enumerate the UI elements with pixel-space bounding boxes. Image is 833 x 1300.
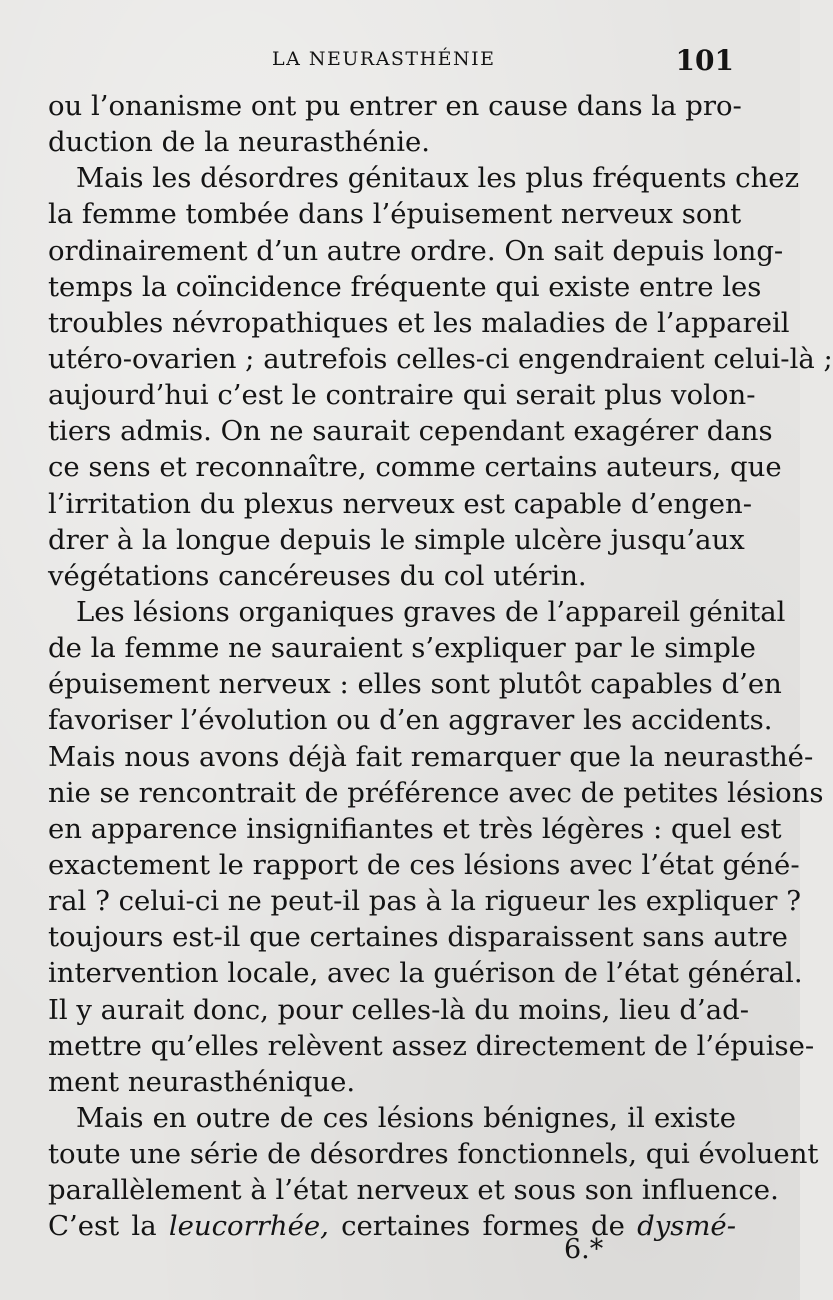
text-line: duction de la neurasthénie.	[48, 126, 431, 159]
text-line: mettre qu’elles relèvent assez directement de l’épuise-	[48, 1029, 815, 1062]
text-line: Mais les désordres génitaux les plus fréquents chez	[76, 162, 800, 195]
running-header	[0, 44, 800, 76]
text-line: toute une série de désordres fonctionnels, qui évoluent	[48, 1138, 819, 1171]
text-line: intervention locale, avec la guérison de l’état général.	[48, 957, 803, 990]
text-line: ce sens et reconnaître, comme certains auteurs, que	[48, 451, 782, 484]
text-line: ordinairement d’un autre ordre. On sait depuis long-	[48, 234, 784, 267]
italic-term-dysme: dysmé-	[637, 1210, 736, 1243]
text-fragment: C’est la	[48, 1210, 169, 1243]
running-title: LA NEURASTHÉNIE	[272, 48, 496, 70]
text-line-final	[48, 1208, 736, 1244]
text-line: Il y aurait donc, pour celles-là du moins, lieu d’ad-	[48, 993, 750, 1026]
text-line: tiers admis. On ne saurait cependant exagérer dans	[48, 415, 773, 448]
text-line: de la femme ne sauraient s’expliquer par le simple	[48, 632, 756, 665]
text-line: épuisement nerveux : elles sont plutôt capables d’en	[48, 668, 782, 701]
body-text	[48, 88, 833, 1245]
text-line: en apparence insignifiantes et très légères : quel est	[48, 812, 782, 845]
text-line: ral ? celui-ci ne peut-il pas à la rigueur les expliquer ?	[48, 885, 801, 918]
signature-mark: 6.*	[564, 1234, 604, 1265]
text-line: exactement le rapport de ces lésions avec l’état géné-	[48, 848, 800, 881]
text-line: favoriser l’évolution ou d’en aggraver les accidents.	[48, 704, 773, 737]
text-line: temps la coïncidence fréquente qui existe entre les	[48, 270, 762, 303]
text-line: utéro-ovarien ; autrefois celles-ci engendraient celui-là ;	[48, 342, 833, 375]
text-line: Mais nous avons déjà fait remarquer que la neurasthé-	[48, 740, 814, 773]
text-line: troubles névropathiques et les maladies de l’appareil	[48, 306, 790, 339]
text-line: végétations cancéreuses du col utérin.	[48, 559, 587, 592]
page-number: 101	[675, 44, 734, 77]
text-line: toujours est-il que certaines disparaissent sans autre	[48, 921, 788, 954]
text-line: parallèlement à l’état nerveux et sous son influence.	[48, 1174, 779, 1207]
italic-term-leucorrhee: leucorrhée,	[168, 1210, 329, 1243]
text-line: l’irritation du plexus nerveux est capable d’engen-	[48, 487, 753, 520]
text-line: Mais en outre de ces lésions bénignes, il existe	[76, 1101, 736, 1134]
text-line: Les lésions organiques graves de l’appareil génital	[76, 595, 786, 628]
text-line: la femme tombée dans l’épuisement nerveux sont	[48, 198, 742, 231]
text-line: drer à la longue depuis le simple ulcère jusqu’aux	[48, 523, 745, 556]
text-line: nie se rencontrait de préférence avec de petites lésions	[48, 776, 824, 809]
text-fragment: certaines formes de	[328, 1210, 638, 1243]
text-line: aujourd’hui c’est le contraire qui serait plus volon-	[48, 379, 756, 412]
text-line: ou l’onanisme ont pu entrer en cause dans la pro-	[48, 90, 742, 122]
text-line: ment neurasthénique.	[48, 1065, 356, 1098]
